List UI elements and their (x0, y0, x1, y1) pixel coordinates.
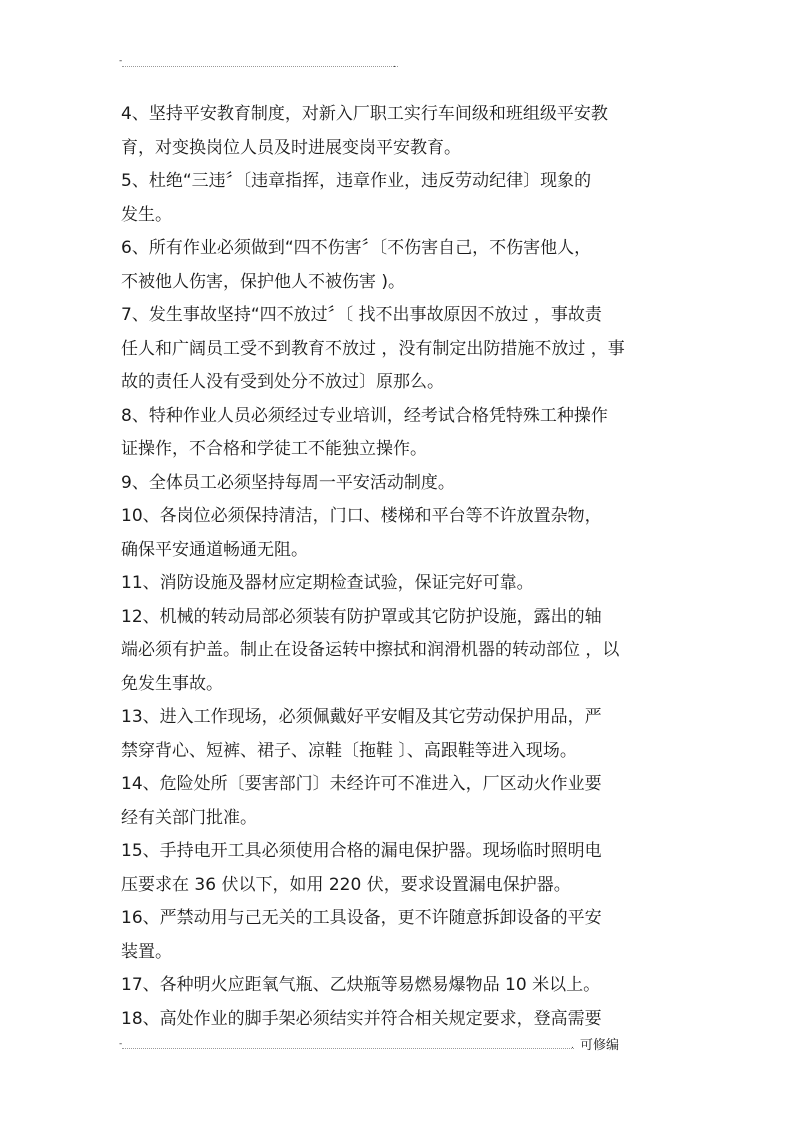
document-body (121, 98, 681, 1036)
clause-13: 13、进入工作现场，必须佩戴好平安帽及其它劳动保护用品，严 禁穿背心、短裤、裙子、凉鞋〔拖鞋 〕、高跟鞋等进入现场。 (121, 707, 602, 761)
clause-5: 5、杜绝“三违〞〔违章指挥，违章作业，违反劳动纪律〕现象的 发生。 (121, 171, 592, 225)
clause-9: 9、全体员工必须坚持每周一平安活动制度。 (121, 472, 455, 493)
clause-14: 14、危险处所〔要害部门〕未经许可不准进入，厂区动火作业要 经有关部门批准。 (121, 774, 602, 828)
clause-10: 10、各岗位必须保持清洁，门口、楼梯和平台等不许放置杂物， 确保平安通道畅通无阻。 (121, 506, 602, 560)
footer-left-mark: - (119, 1039, 123, 1049)
page-header (0, 52, 794, 72)
clause-18: 18、高处作业的脚手架必须结实并符合相关规定要求，登高需要 (121, 1008, 602, 1029)
footer-editable-note: 可修编 (580, 1038, 620, 1053)
footer-right-mark: . (571, 1041, 574, 1051)
header-rule (122, 66, 398, 67)
clause-8: 8、特种作业人员必须经过专业培训，经考试合格凭特殊工种操作 证操作，不合格和学徒工不能独立操作。 (121, 405, 608, 459)
clause-11: 11、消防设施及器材应定期检查试验，保证完好可靠。 (121, 573, 534, 593)
clause-7: 7、发生事故坚持“四不放过〞〔 找不出事故原因不放过 ，事故责 任人和广阔员工受不到教育不放过 ，没有制定出防措施不放过 ，事 故的责任人没有受到处分不放过〕原那么。 (121, 305, 625, 392)
header-left-mark: - (119, 56, 123, 66)
header-right-mark: . (393, 60, 396, 70)
footer-rule (122, 1048, 574, 1049)
clause-4: 4、坚持平安教育制度，对新入厂职工实行车间级和班组级平安教 育，对变换岗位人员及时进展变岗平安教育。 (121, 104, 608, 158)
clause-16: 16、严禁动用与己无关的工具设备，更不许随意拆卸设备的平安 装置。 (121, 908, 602, 962)
page-footer (0, 1036, 794, 1056)
clause-12: 12、机械的转动局部必须装有防护罩或其它防护设施，露出的轴 端必须有护盖。制止在设备运转中擦拭和润滑机器的转动部位 ，以 免发生事故。 (121, 606, 620, 694)
clause-17: 17、各种明火应距氧气瓶、乙炔瓶等易燃易爆物品 10 米以上。 (121, 975, 601, 995)
clause-15: 15、手持电开工具必须使用合格的漏电保护器。现场临时照明电 压要求在 36 伏以下，如用 220 伏，要求设置漏电保护器。 (121, 841, 602, 895)
clause-6: 6、所有作业必须做到“四不伤害〞〔不伤害自己，不伤害他人， 不被他人伤害，保护他人不被伤害 )。 (121, 238, 592, 292)
